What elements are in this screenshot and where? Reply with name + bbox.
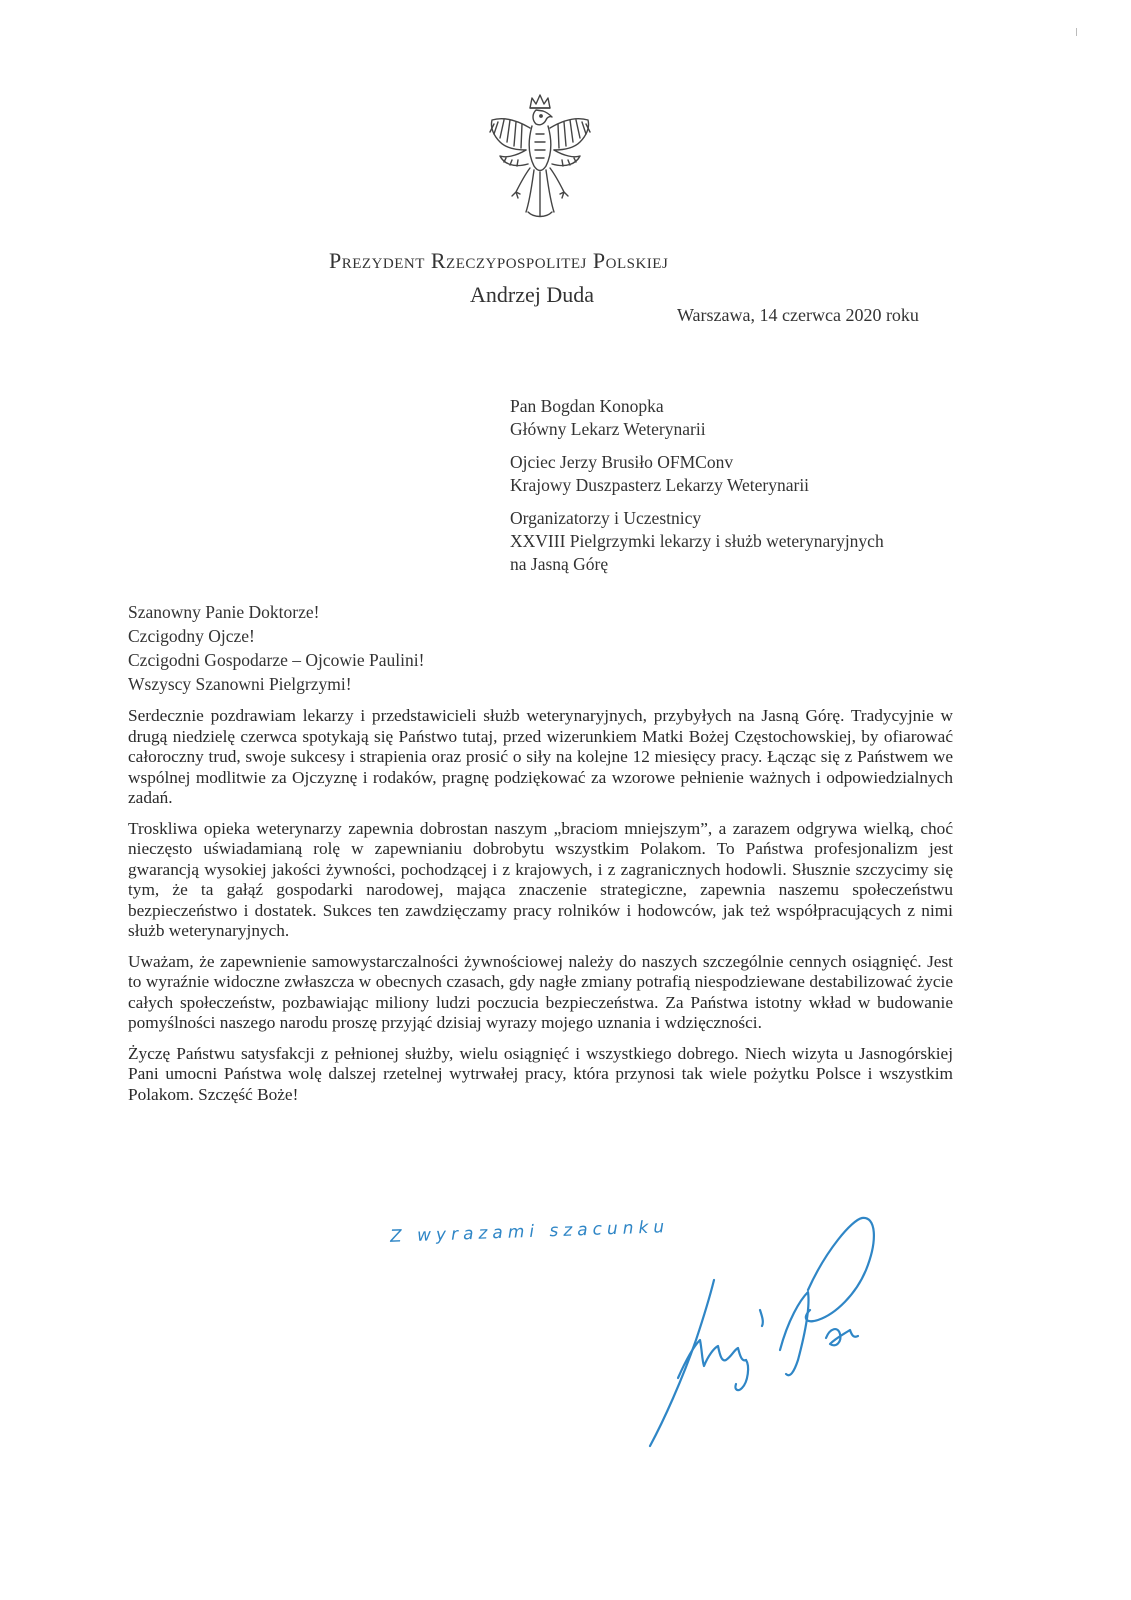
recipients-block xyxy=(510,395,1070,586)
recipient-line: Ojciec Jerzy Brusiło OFMConv xyxy=(510,452,734,472)
letter-body xyxy=(128,706,953,1115)
recipient-group xyxy=(510,395,1070,441)
recipient-line: Organizatorzy i Uczestnicy xyxy=(510,508,702,528)
handwritten-signature-icon xyxy=(630,1210,900,1450)
salutation-line: Wszyscy Szanowni Pielgrzymi! xyxy=(128,674,352,694)
letterhead-name: Andrzej Duda xyxy=(470,282,595,307)
polish-eagle-emblem-icon xyxy=(480,92,600,222)
salutation-line: Czcigodny Ojcze! xyxy=(128,626,255,646)
date-line: Warszawa, 14 czerwca 2020 roku xyxy=(677,305,919,325)
scan-artifact xyxy=(1076,28,1077,36)
salutations-block xyxy=(128,600,424,696)
body-paragraph: Troskliwa opieka weterynarzy zapewnia dobrostan naszym „braciom mniejszym”, a zarazem odgrywa wielką, choć nieczęsto uświadamianą rolę w zapewnianiu dobrobytu wszystkim Polakom. To Państwa profesjonalizm jest gwarancją wysokiej jakości żywności, pochodzącej i z krajowych, i z zagranicznych hodowli. Słusznie szczycimy się tym, że ta gałąź gospodarki narodowej, mająca znaczenie strategiczne, zapewnia naszemu społeczeństwu bezpieczeństwo i dostatek. Sukces ten zawdzięczamy pracy rolników i hodowców, jak też współpracujących z nimi służb weterynaryjnych. xyxy=(128,818,953,940)
recipient-line: Krajowy Duszpasterz Lekarzy Weterynarii xyxy=(510,475,810,495)
recipient-line: Pan Bogdan Konopka xyxy=(510,396,664,416)
recipient-line: Główny Lekarz Weterynarii xyxy=(510,419,706,439)
body-paragraph: Serdecznie pozdrawiam lekarzy i przedstawicieli służb weterynaryjnych, przybyłych na Jasną Górę. Tradycyjnie w drugą niedzielę czerwca spotykają się Państwo tutaj, przed wizerunkiem Matki Bożej Częstochowskiej, by ofiarować całoroczny trud, swoje sukcesy i strapienia oraz prosić o siły na kolejne 12 miesięcy pracy. Łącząc się z Państwem we wspólnej modlitwie za Ojczyznę i rodaków, pragnę podziękować za wzorowe pełnienie ważnych i odpowiedzialnych zadań. xyxy=(128,706,953,807)
salutation-line: Czcigodni Gospodarze – Ojcowie Paulini! xyxy=(128,650,425,670)
recipient-line: XXVIII Pielgrzymki lekarzy i służb weterynaryjnych xyxy=(510,531,884,551)
recipient-group xyxy=(510,507,1070,576)
body-paragraph: Uważam, że zapewnienie samowystarczalności żywnościowej należy do naszych szczególnie cennych osiągnięć. Jest to wyraźnie widoczne zwłaszcza w obecnych czasach, gdy nagłe zmiany potrafią niespodziewane destabilizować życie całych społeczeństw, pozbawiając miliony ludzi poczucia bezpieczeństwa. Za Państwa istotny wkład w budowanie pomyślności naszego narodu proszę przyjąć dzisiaj wyrazy mojego uznania i wdzięczności. xyxy=(128,951,953,1032)
letterhead-title: Prezydent Rzeczypospolitej Polskiej xyxy=(329,248,669,273)
body-paragraph: Życzę Państwu satysfakcji z pełnionej służby, wielu osiągnięć i wszystkiego dobrego. Niech wizyta u Jasnogórskiej Pani umocni Państwa wolę dalszej rzetelnej wytrwałej pracy, która przynosi tak wiele pożytku Polsce i wszystkim Polakom. Szczęść Boże! xyxy=(128,1043,953,1104)
handwritten-closing: Z wyrazami szacunku xyxy=(389,1217,670,1247)
recipient-line: na Jasną Górę xyxy=(510,554,609,574)
salutation-line: Szanowny Panie Doktorze! xyxy=(128,602,320,622)
recipient-group xyxy=(510,451,1070,497)
